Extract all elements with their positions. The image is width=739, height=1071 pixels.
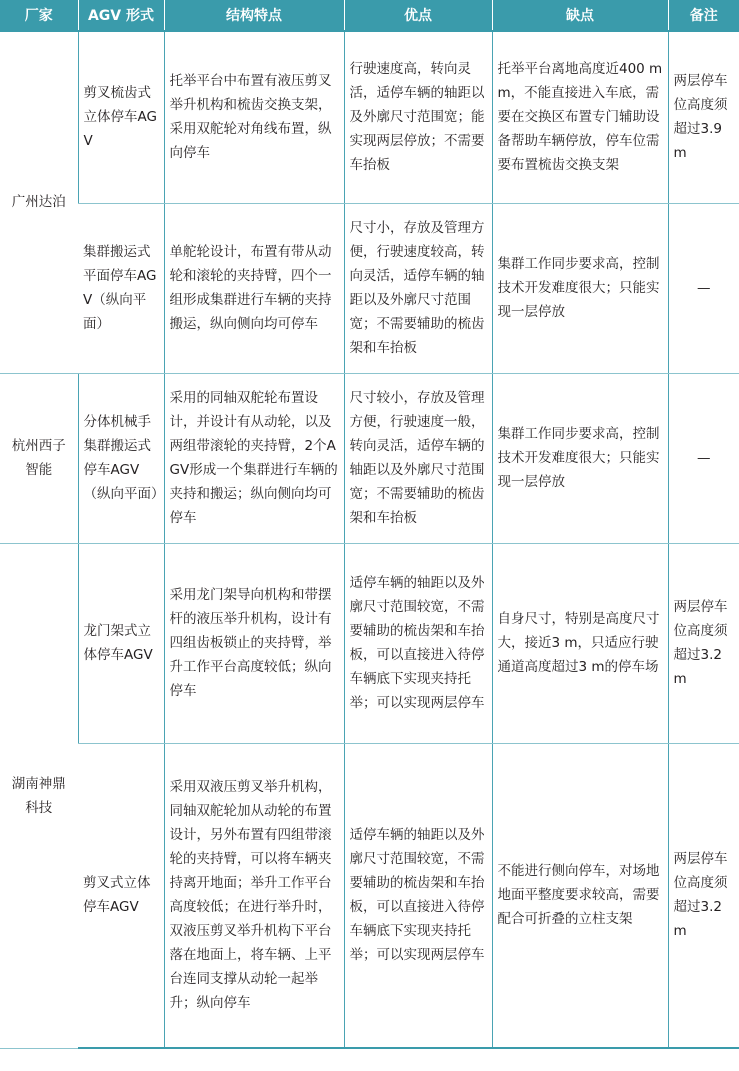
advantages-cell: 尺寸小，存放及管理方便，行驶速度较高，转向灵活，适停车辆的轴距以及外廓尺寸范围宽；不需要辅助的梳齿架和车抬板	[344, 203, 492, 373]
disadvantages-cell: 集群工作同步要求高，控制技术开发难度很大；只能实现一层停放	[492, 203, 668, 373]
table-row	[0, 543, 739, 743]
manufacturer-cell: 湖南神鼎科技	[0, 543, 78, 1048]
remarks-cell: —	[668, 373, 739, 543]
agv-type-cell: 分体机械手集群搬运式停车AGV（纵向平面）	[78, 373, 164, 543]
header-advantages: 优点	[344, 0, 492, 31]
remarks-cell: 两层停车位高度须超过3.9 m	[668, 31, 739, 203]
advantages-cell: 适停车辆的轴距以及外廓尺寸范围较宽，不需要辅助的梳齿架和车抬板，可以直接进入待停车辆底下实现夹持托举；可以实现两层停车	[344, 543, 492, 743]
table-row	[0, 373, 739, 543]
table-header-row	[0, 0, 739, 31]
disadvantages-cell: 集群工作同步要求高，控制技术开发难度很大；只能实现一层停放	[492, 373, 668, 543]
remarks-cell: —	[668, 203, 739, 373]
header-structure: 结构特点	[164, 0, 344, 31]
header-agv-type: AGV 形式	[78, 0, 164, 31]
agv-type-cell: 剪叉梳齿式立体停车AGV	[78, 31, 164, 203]
structure-cell: 单舵轮设计，布置有带从动轮和滚轮的夹持臂，四个一组形成集群进行车辆的夹持搬运，纵向侧向均可停车	[164, 203, 344, 373]
structure-cell: 采用的同轴双舵轮布置设计，并设计有从动轮，以及两组带滚轮的夹持臂，2个AGV形成一个集群进行车辆的夹持和搬运；纵向侧向均可停车	[164, 373, 344, 543]
agv-type-cell: 龙门架式立体停车AGV	[78, 543, 164, 743]
remarks-cell: 两层停车位高度须超过3.2 m	[668, 743, 739, 1048]
advantages-cell: 行驶速度高，转向灵活，适停车辆的轴距以及外廓尺寸范围宽；能实现两层停放；不需要车抬板	[344, 31, 492, 203]
header-manufacturer: 厂家	[0, 0, 78, 31]
manufacturer-cell: 杭州西子智能	[0, 373, 78, 543]
disadvantages-cell: 托举平台离地高度近400 mm，不能直接进入车底，需要在交换区布置专门辅助设备帮助车辆停放，停车位需要布置梳齿交换支架	[492, 31, 668, 203]
header-remarks: 备注	[668, 0, 739, 31]
structure-cell: 托举平台中布置有液压剪叉举升机构和梳齿交换支架，采用双舵轮对角线布置，纵向停车	[164, 31, 344, 203]
structure-cell: 采用双液压剪叉举升机构，同轴双舵轮加从动轮的布置设计，另外布置有四组带滚轮的夹持臂，可以将车辆夹持离开地面；举升工作平台高度较低；在进行举升时，双液压剪叉举升机构下平台落在地面上，将车辆、上平台连同支撑从动轮一起举升；纵向停车	[164, 743, 344, 1048]
header-disadvantages: 缺点	[492, 0, 668, 31]
advantages-cell: 尺寸较小，存放及管理方便，行驶速度一般，转向灵活，适停车辆的轴距以及外廓尺寸范围宽；不需要辅助的梳齿架和车抬板	[344, 373, 492, 543]
remarks-cell: 两层停车位高度须超过3.2 m	[668, 543, 739, 743]
disadvantages-cell: 自身尺寸，特别是高度尺寸大，接近3 m，只适应行驶通道高度超过3 m的停车场	[492, 543, 668, 743]
table-row	[0, 31, 739, 203]
structure-cell: 采用龙门架导向机构和带摆杆的液压举升机构，设计有四组齿板锁止的夹持臂，举升工作平台高度较低；纵向停车	[164, 543, 344, 743]
agv-type-cell: 集群搬运式平面停车AGV（纵向平面）	[78, 203, 164, 373]
agv-type-cell: 剪叉式立体停车AGV	[78, 743, 164, 1048]
manufacturer-cell: 广州达泊	[0, 31, 78, 373]
advantages-cell: 适停车辆的轴距以及外廓尺寸范围较宽，不需要辅助的梳齿架和车抬板，可以直接进入待停车辆底下实现夹持托举；可以实现两层停车	[344, 743, 492, 1048]
table-row	[0, 203, 739, 373]
table-row	[0, 743, 739, 1048]
disadvantages-cell: 不能进行侧向停车，对场地地面平整度要求较高，需要配合可折叠的立柱支架	[492, 743, 668, 1048]
